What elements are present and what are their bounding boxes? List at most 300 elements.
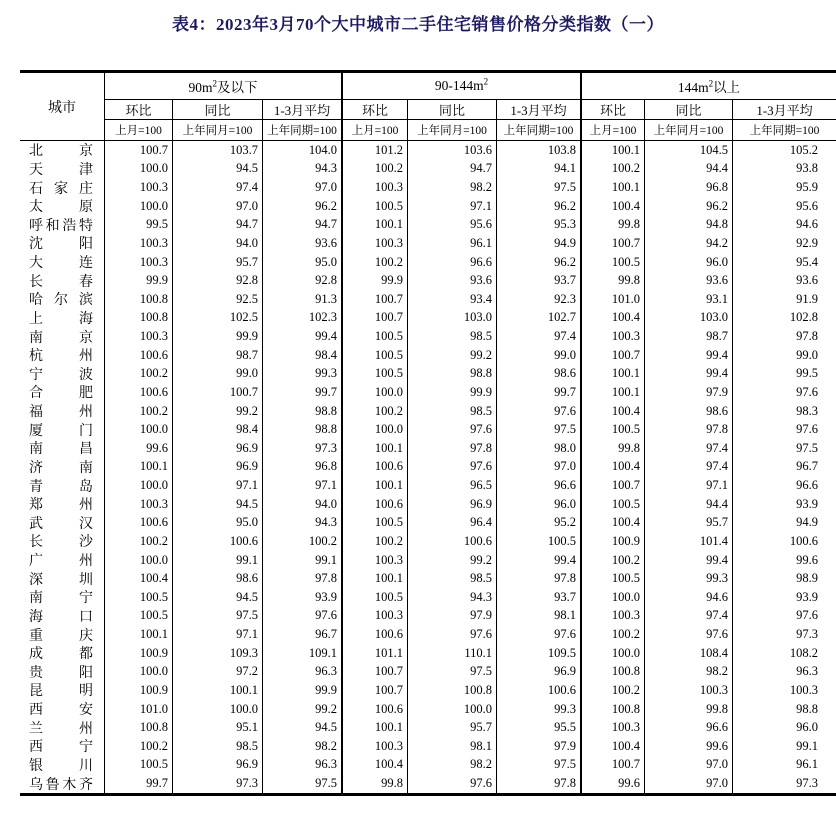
index-value-cell: 100.9: [582, 532, 645, 551]
index-value-cell: 100.7: [105, 141, 173, 160]
index-value-cell: 98.7: [645, 327, 733, 346]
index-value-cell: 95.0: [263, 253, 343, 272]
index-value-cell: 100.1: [582, 141, 645, 160]
city-name: 大 连: [20, 253, 105, 272]
index-value-cell: 97.8: [497, 569, 582, 588]
index-base-label: 上年同月=100: [645, 120, 733, 140]
index-value-cell: 99.2: [173, 402, 263, 421]
index-value-cell: 97.6: [408, 774, 497, 793]
index-value-cell: 96.5: [408, 476, 497, 495]
index-value-cell: 99.2: [408, 551, 497, 570]
index-value-cell: 101.0: [582, 290, 645, 309]
index-value-cell: 100.7: [582, 234, 645, 253]
group-label: $90-144m^2$: [434, 76, 489, 93]
index-value-cell: 97.6: [408, 458, 497, 477]
city-name: 乌 鲁 木 齐: [20, 774, 105, 793]
index-value-cell: 98.5: [408, 327, 497, 346]
index-value-cell: 100.5: [343, 514, 408, 533]
city-name: 兰 州: [20, 718, 105, 737]
superscript: 2: [708, 78, 714, 89]
index-value-cell: 100.9: [105, 644, 173, 663]
index-value-cell: 100.3: [343, 607, 408, 626]
index-value-cell: 96.0: [497, 495, 582, 514]
index-value-cell: 97.3: [796, 627, 818, 642]
table-row: [20, 644, 836, 663]
index-value-cell: 103.7: [173, 141, 263, 160]
index-value-cell: 97.4: [645, 607, 733, 626]
index-value-cell: 96.3: [263, 663, 343, 682]
table-row: [20, 774, 836, 793]
city-name: 上 海: [20, 309, 105, 328]
city-name: 石 家 庄: [20, 178, 105, 197]
index-value-cell: 97.3: [173, 774, 263, 793]
sub-column-header: 同比: [173, 100, 263, 120]
index-value-cell: 100.0: [343, 420, 408, 439]
index-value-cell: 100.5: [105, 588, 173, 607]
index-value-cell: 110.1: [408, 644, 497, 663]
city-name: 沈 阳: [20, 234, 105, 253]
index-value-cell: 100.8: [105, 718, 173, 737]
index-value-cell: 98.8: [263, 402, 343, 421]
index-value-cell: 97.1: [173, 476, 263, 495]
index-value-cell: 94.3: [408, 588, 497, 607]
index-value-cell: 98.4: [173, 420, 263, 439]
index-value-cell: 100.1: [105, 458, 173, 477]
index-value-cell: 103.8: [497, 141, 582, 160]
index-value-cell: 100.1: [343, 718, 408, 737]
index-value-cell: 98.4: [263, 346, 343, 365]
index-value-cell: 98.2: [408, 756, 497, 775]
table-row: [20, 718, 836, 737]
index-value-cell: 100.0: [173, 700, 263, 719]
index-value-cell: 98.6: [497, 365, 582, 384]
index-value-cell: 94.2: [645, 234, 733, 253]
index-value-cell: 99.3: [497, 700, 582, 719]
city-name: 北 京: [20, 141, 105, 160]
index-value-cell: 100.3: [105, 495, 173, 514]
index-value-cell: 100.5: [343, 327, 408, 346]
index-value-cell: 100.0: [582, 588, 645, 607]
table-row: [20, 756, 836, 775]
city-name: 海 口: [20, 607, 105, 626]
index-value-cell: 97.9: [645, 383, 733, 402]
index-value-cell: 109.1: [263, 644, 343, 663]
index-value-cell: 97.4: [645, 439, 733, 458]
group-header-90-below: [105, 73, 343, 100]
city-name: 长 春: [20, 271, 105, 290]
table-row: [20, 737, 836, 756]
index-value-cell: 93.4: [408, 290, 497, 309]
index-value-cell: 95.1: [173, 718, 263, 737]
index-value-cell: 91.9: [796, 291, 818, 306]
index-value-cell: 99.8: [582, 271, 645, 290]
index-value-cell: 96.8: [263, 458, 343, 477]
index-value-cell: 100.3: [343, 178, 408, 197]
table-row: [20, 141, 836, 160]
index-value-cell: 91.3: [263, 290, 343, 309]
index-value-cell: 100.7: [343, 309, 408, 328]
index-value-cell: 100.1: [343, 476, 408, 495]
index-value-cell: 96.6: [497, 476, 582, 495]
index-value-cell: 98.6: [645, 402, 733, 421]
group-label: $90m^2$及以下: [188, 78, 258, 95]
index-value-cell: 99.2: [263, 700, 343, 719]
city-name: 南 宁: [20, 588, 105, 607]
table-row: [20, 625, 836, 644]
index-value-cell: 100.3: [343, 551, 408, 570]
index-value-cell: 108.4: [645, 644, 733, 663]
index-value-cell: 98.2: [263, 737, 343, 756]
sub-column-header: 环比: [105, 100, 173, 120]
index-value-cell: 97.5: [796, 440, 818, 455]
index-value-cell: 100.5: [343, 588, 408, 607]
index-value-cell: 92.8: [173, 271, 263, 290]
index-value-cell: 96.6: [645, 718, 733, 737]
group-header-90-144: [343, 73, 582, 100]
index-value-cell: 98.5: [173, 737, 263, 756]
index-value-cell: 99.4: [645, 551, 733, 570]
index-value-cell: 98.9: [796, 571, 818, 586]
table-row: [20, 178, 836, 197]
index-value-cell: 100.7: [173, 383, 263, 402]
index-value-cell: 93.6: [796, 273, 818, 288]
table-row: [20, 197, 836, 216]
index-value-cell: 100.1: [343, 216, 408, 235]
index-value-cell: 100.1: [582, 178, 645, 197]
index-value-cell: 100.0: [343, 383, 408, 402]
table-row: [20, 290, 836, 309]
index-value-cell: 94.7: [173, 216, 263, 235]
table-row: [20, 532, 836, 551]
index-value-cell: 100.3: [582, 718, 645, 737]
table-body: [20, 141, 836, 793]
index-value-cell: 99.0: [173, 365, 263, 384]
index-value-cell: 97.1: [408, 197, 497, 216]
index-base-label: 上年同期=100: [749, 125, 820, 137]
index-value-cell: 97.6: [263, 607, 343, 626]
index-value-cell: 99.7: [105, 774, 173, 793]
sub-column-header: 同比: [645, 100, 733, 120]
index-value-cell: 97.5: [497, 178, 582, 197]
index-value-cell: 100.4: [582, 309, 645, 328]
index-value-cell: 99.4: [263, 327, 343, 346]
city-name: 哈 尔 滨: [20, 290, 105, 309]
index-value-cell: 96.9: [173, 458, 263, 477]
index-value-cell: 100.6: [105, 346, 173, 365]
index-value-cell: 100.5: [343, 365, 408, 384]
index-value-cell: 100.8: [582, 663, 645, 682]
table-row: [20, 439, 836, 458]
group-header-144-above: [582, 73, 836, 100]
index-value-cell: 97.9: [497, 737, 582, 756]
index-value-cell: 94.8: [645, 216, 733, 235]
superscript: 2: [483, 76, 489, 87]
table-row: [20, 253, 836, 272]
index-value-cell: 96.2: [497, 197, 582, 216]
index-value-cell: 97.5: [173, 607, 263, 626]
index-value-cell: 101.4: [645, 532, 733, 551]
index-value-cell: 94.7: [263, 216, 343, 235]
index-value-cell: 100.2: [263, 532, 343, 551]
city-name: 合 肥: [20, 383, 105, 402]
index-value-cell: 101.0: [105, 700, 173, 719]
index-value-cell: 97.0: [173, 197, 263, 216]
city-name: 厦 门: [20, 420, 105, 439]
index-value-cell: 94.5: [173, 160, 263, 179]
index-value-cell: 93.9: [796, 496, 818, 511]
city-name: 呼 和 浩 特: [20, 216, 105, 235]
index-value-cell: 100.8: [105, 309, 173, 328]
index-value-cell: 96.0: [645, 253, 733, 272]
index-value-cell: 99.8: [645, 700, 733, 719]
index-value-cell: 100.3: [582, 327, 645, 346]
index-value-cell: 99.6: [582, 774, 645, 793]
index-value-cell: 99.6: [645, 737, 733, 756]
index-value-cell: 100.4: [582, 737, 645, 756]
index-value-cell: 97.8: [408, 439, 497, 458]
index-value-cell: 100.5: [582, 495, 645, 514]
index-value-cell: 100.7: [582, 476, 645, 495]
city-name: 青 岛: [20, 476, 105, 495]
index-value-cell: 96.3: [263, 756, 343, 775]
index-value-cell: 100.6: [105, 514, 173, 533]
index-value-cell: 99.1: [263, 551, 343, 570]
index-value-cell: 99.7: [263, 383, 343, 402]
index-value-cell: 97.0: [263, 178, 343, 197]
city-name: 郑 州: [20, 495, 105, 514]
table-row: [20, 458, 836, 477]
index-value-cell: 99.1: [173, 551, 263, 570]
index-value-cell: 97.5: [263, 774, 343, 793]
index-value-cell: 99.5: [796, 366, 818, 381]
index-value-cell: 100.8: [582, 700, 645, 719]
index-value-cell: 93.7: [497, 271, 582, 290]
index-value-cell: 97.8: [796, 329, 818, 344]
index-value-cell: 96.8: [645, 178, 733, 197]
index-value-cell: 92.5: [173, 290, 263, 309]
index-value-cell: 99.3: [263, 365, 343, 384]
sub-column-header: 1-3月平均: [263, 100, 343, 120]
city-name: 成 都: [20, 644, 105, 663]
index-value-cell: 99.8: [582, 216, 645, 235]
index-value-cell: 99.9: [343, 271, 408, 290]
index-value-cell: 100.7: [343, 681, 408, 700]
index-value-cell: 100.3: [105, 234, 173, 253]
index-value-cell: 96.3: [796, 664, 818, 679]
index-value-cell: 108.2: [789, 645, 818, 660]
index-value-cell: 97.2: [173, 663, 263, 682]
index-value-cell: 96.6: [796, 478, 818, 493]
index-value-cell: 96.2: [645, 197, 733, 216]
index-value-cell: 98.6: [173, 569, 263, 588]
index-value-cell: 100.2: [105, 365, 173, 384]
index-value-cell: 93.8: [796, 161, 818, 176]
index-value-cell: 97.1: [173, 625, 263, 644]
table-row: [20, 234, 836, 253]
index-value-cell: 94.4: [645, 160, 733, 179]
index-value-cell: 100.5: [343, 346, 408, 365]
table-row: [20, 569, 836, 588]
index-value-cell: 96.2: [263, 197, 343, 216]
index-value-cell: 94.5: [173, 588, 263, 607]
index-value-cell: 94.1: [497, 160, 582, 179]
index-value-cell: 98.5: [408, 402, 497, 421]
index-value-cell: 96.6: [408, 253, 497, 272]
index-value-cell: 95.3: [497, 216, 582, 235]
index-value-cell: 97.5: [497, 420, 582, 439]
table-row: [20, 216, 836, 235]
index-value-cell: 102.3: [263, 309, 343, 328]
index-value-cell: 100.4: [582, 402, 645, 421]
index-value-cell: 101.1: [343, 644, 408, 663]
index-base-label: 上年同月=100: [408, 120, 497, 140]
group-label: $144m^2$以上: [677, 78, 741, 95]
index-value-cell: 98.1: [497, 607, 582, 626]
index-value-cell: 97.6: [408, 420, 497, 439]
table-row: [20, 346, 836, 365]
index-value-cell: 97.6: [497, 402, 582, 421]
index-value-cell: 99.5: [105, 216, 173, 235]
table-row: [20, 495, 836, 514]
index-value-cell: 98.2: [645, 663, 733, 682]
index-value-cell: 100.3: [343, 234, 408, 253]
city-name: 昆 明: [20, 681, 105, 700]
index-value-cell: 98.2: [408, 178, 497, 197]
table-row: [20, 476, 836, 495]
index-value-cell: 100.5: [343, 197, 408, 216]
index-base-label: 上年同月=100: [173, 120, 263, 140]
index-value-cell: 100.3: [105, 178, 173, 197]
index-value-cell: 99.2: [408, 346, 497, 365]
table-row: [20, 700, 836, 719]
index-value-cell: 100.4: [582, 197, 645, 216]
index-value-cell: 100.3: [582, 607, 645, 626]
city-name: 南 昌: [20, 439, 105, 458]
index-value-cell: 100.0: [105, 420, 173, 439]
index-value-cell: 100.0: [105, 197, 173, 216]
index-value-cell: 95.6: [408, 216, 497, 235]
index-value-cell: 92.3: [497, 290, 582, 309]
index-value-cell: 100.3: [343, 737, 408, 756]
index-value-cell: 100.1: [343, 569, 408, 588]
index-value-cell: 100.2: [582, 625, 645, 644]
sub-column-header: 环比: [582, 100, 645, 120]
index-value-cell: 99.6: [796, 552, 818, 567]
index-value-cell: 100.2: [343, 402, 408, 421]
index-value-cell: 92.8: [263, 271, 343, 290]
index-value-cell: 95.7: [173, 253, 263, 272]
index-value-cell: 94.4: [645, 495, 733, 514]
index-value-cell: 97.6: [408, 625, 497, 644]
index-value-cell: 97.3: [263, 439, 343, 458]
index-value-cell: 98.5: [408, 569, 497, 588]
index-value-cell: 102.7: [497, 309, 582, 328]
index-value-cell: 95.0: [173, 514, 263, 533]
index-value-cell: 100.7: [582, 756, 645, 775]
index-value-cell: 94.7: [408, 160, 497, 179]
superscript: 2: [212, 78, 217, 89]
index-value-cell: 100.1: [582, 383, 645, 402]
index-value-cell: 99.0: [796, 347, 818, 362]
table-row: [20, 663, 836, 682]
index-value-cell: 97.6: [645, 625, 733, 644]
index-value-cell: 98.8: [263, 420, 343, 439]
index-value-cell: 96.7: [796, 459, 818, 474]
index-value-cell: 95.7: [645, 514, 733, 533]
index-value-cell: 96.4: [408, 514, 497, 533]
index-value-cell: 96.9: [497, 663, 582, 682]
table-row: [20, 420, 836, 439]
index-value-cell: 99.7: [497, 383, 582, 402]
index-base-label: 上年同期=100: [263, 120, 343, 140]
index-value-cell: 96.9: [173, 756, 263, 775]
city-name: 天 津: [20, 160, 105, 179]
table-row: [20, 607, 836, 626]
index-value-cell: 100.3: [105, 327, 173, 346]
index-value-cell: 93.6: [408, 271, 497, 290]
index-value-cell: 100.0: [105, 551, 173, 570]
index-value-cell: 100.7: [343, 290, 408, 309]
index-value-cell: 103.0: [645, 309, 733, 328]
index-value-cell: 99.9: [408, 383, 497, 402]
index-value-cell: 97.0: [645, 774, 733, 793]
index-value-cell: 101.2: [343, 141, 408, 160]
index-value-cell: 100.3: [105, 253, 173, 272]
index-value-cell: 100.5: [497, 532, 582, 551]
index-value-cell: 99.4: [497, 551, 582, 570]
index-value-cell: 93.1: [645, 290, 733, 309]
index-value-cell: 98.7: [173, 346, 263, 365]
index-value-cell: 102.5: [173, 309, 263, 328]
table-row: [20, 160, 836, 179]
index-value-cell: 95.7: [408, 718, 497, 737]
index-value-cell: 99.9: [173, 327, 263, 346]
city-name: 重 庆: [20, 625, 105, 644]
index-value-cell: 100.1: [105, 625, 173, 644]
index-value-cell: 94.5: [263, 718, 343, 737]
index-value-cell: 100.2: [582, 681, 645, 700]
index-value-cell: 100.4: [582, 514, 645, 533]
table-row: [20, 588, 836, 607]
index-value-cell: 97.4: [173, 178, 263, 197]
table-row: [20, 327, 836, 346]
index-value-cell: 105.2: [789, 142, 818, 157]
index-value-cell: 100.7: [343, 663, 408, 682]
index-base-label: 上月=100: [582, 120, 645, 140]
index-value-cell: 100.2: [105, 737, 173, 756]
index-value-cell: 95.4: [796, 254, 818, 269]
index-value-cell: 97.8: [645, 420, 733, 439]
index-value-cell: 100.2: [582, 551, 645, 570]
table-header: [20, 73, 836, 141]
index-value-cell: 99.4: [645, 346, 733, 365]
index-value-cell: 100.8: [408, 681, 497, 700]
sub-column-header: 1-3月平均: [733, 100, 836, 120]
city-name: 杭 州: [20, 346, 105, 365]
index-value-cell: 96.0: [796, 720, 818, 735]
index-value-cell: 95.5: [497, 718, 582, 737]
city-name: 宁 波: [20, 365, 105, 384]
index-value-cell: 100.2: [105, 532, 173, 551]
index-value-cell: 94.3: [263, 514, 343, 533]
index-base-label: 上年同期=100: [497, 120, 582, 140]
index-value-cell: 109.5: [497, 644, 582, 663]
index-value-cell: 100.0: [408, 700, 497, 719]
index-value-cell: 96.9: [408, 495, 497, 514]
index-value-cell: 94.0: [263, 495, 343, 514]
index-value-cell: 93.6: [263, 234, 343, 253]
price-index-table: [20, 70, 836, 796]
